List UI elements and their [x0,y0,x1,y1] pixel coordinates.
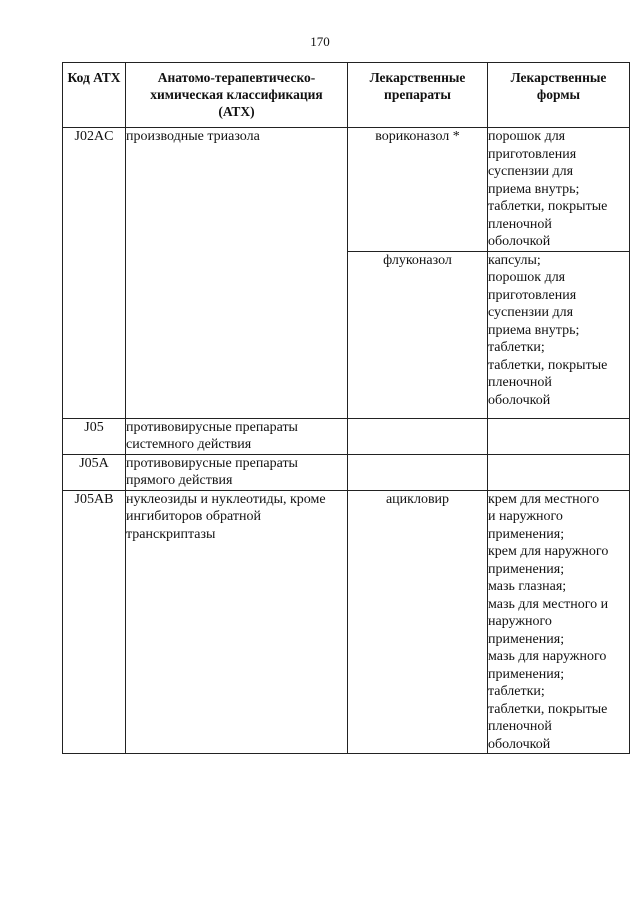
form-line: наружного [488,614,552,629]
forms-cell [488,128,630,252]
classification-cell: противовирусные препараты системного действия [126,418,348,454]
form-line: и наружного [488,509,563,524]
form-line: крем для местного [488,491,600,507]
table-row [63,454,630,490]
atc-code-cell: J02AC [63,128,126,419]
form-line: суспензии для [488,164,574,179]
form-line: применения; [488,526,565,542]
header-drugs: Лекарственные препараты [348,63,488,128]
form-line: применения; [488,561,565,577]
page-number: 170 [310,34,330,49]
form-line: пленочной [488,216,552,232]
table-header-row [63,63,630,128]
form-line: применения; [488,666,565,682]
form-line: пленочной [488,375,552,390]
form-line: таблетки; [488,684,545,699]
atc-code-cell: J05A [63,454,126,490]
form-line: приготовления [488,146,577,162]
forms-cell [488,251,630,418]
atc-code-cell: J05AB [63,490,126,754]
drug-cell [348,418,488,454]
drug-cell [348,454,488,490]
form-line: оболочкой [488,392,551,408]
atc-code-cell: J05 [63,418,126,454]
classification-cell: противовирусные препараты прямого действия [126,454,348,490]
form-line: приема внутрь; [488,181,580,197]
form-line: таблетки, покрытые [488,199,608,214]
drug-cell: флуконазол [348,251,488,418]
form-line: крем для наружного [488,544,609,559]
classification-cell: производные триазола [126,128,348,419]
form-line: таблетки, покрытые [488,701,608,717]
form-line: пленочной [488,719,552,734]
form-line: применения; [488,631,565,647]
form-line: таблетки, покрытые [488,357,608,373]
forms-cell [488,490,630,754]
table-row [63,418,630,454]
form-line: порошок для [488,129,566,144]
form-line: оболочкой [488,736,551,752]
form-line: приготовления [488,287,577,303]
form-line: мазь для местного и [488,596,609,612]
atc-table [62,62,630,754]
header-classification: Анатомо-терапевтическо-химическая классификация (АТХ) [126,63,348,128]
forms-cell [488,454,630,490]
drug-cell: вориконазол * [348,128,488,252]
header-forms: Лекарственные формы [488,63,630,128]
form-line: оболочкой [488,234,551,249]
form-line: таблетки; [488,340,545,355]
forms-cell [488,418,630,454]
table-row [63,128,630,252]
form-line: капсулы; [488,252,541,268]
form-line: порошок для [488,270,566,285]
classification-cell: нуклеозиды и нуклеотиды, кроме ингибиторов обратной транскриптазы [126,490,348,754]
drug-cell: ацикловир [348,490,488,754]
form-line: приема внутрь; [488,322,580,338]
table-row [63,490,630,754]
form-line: мазь для наружного [488,649,607,664]
header-code: Код АТХ [63,63,126,128]
form-line: мазь глазная; [488,579,567,594]
form-line: суспензии для [488,305,574,320]
